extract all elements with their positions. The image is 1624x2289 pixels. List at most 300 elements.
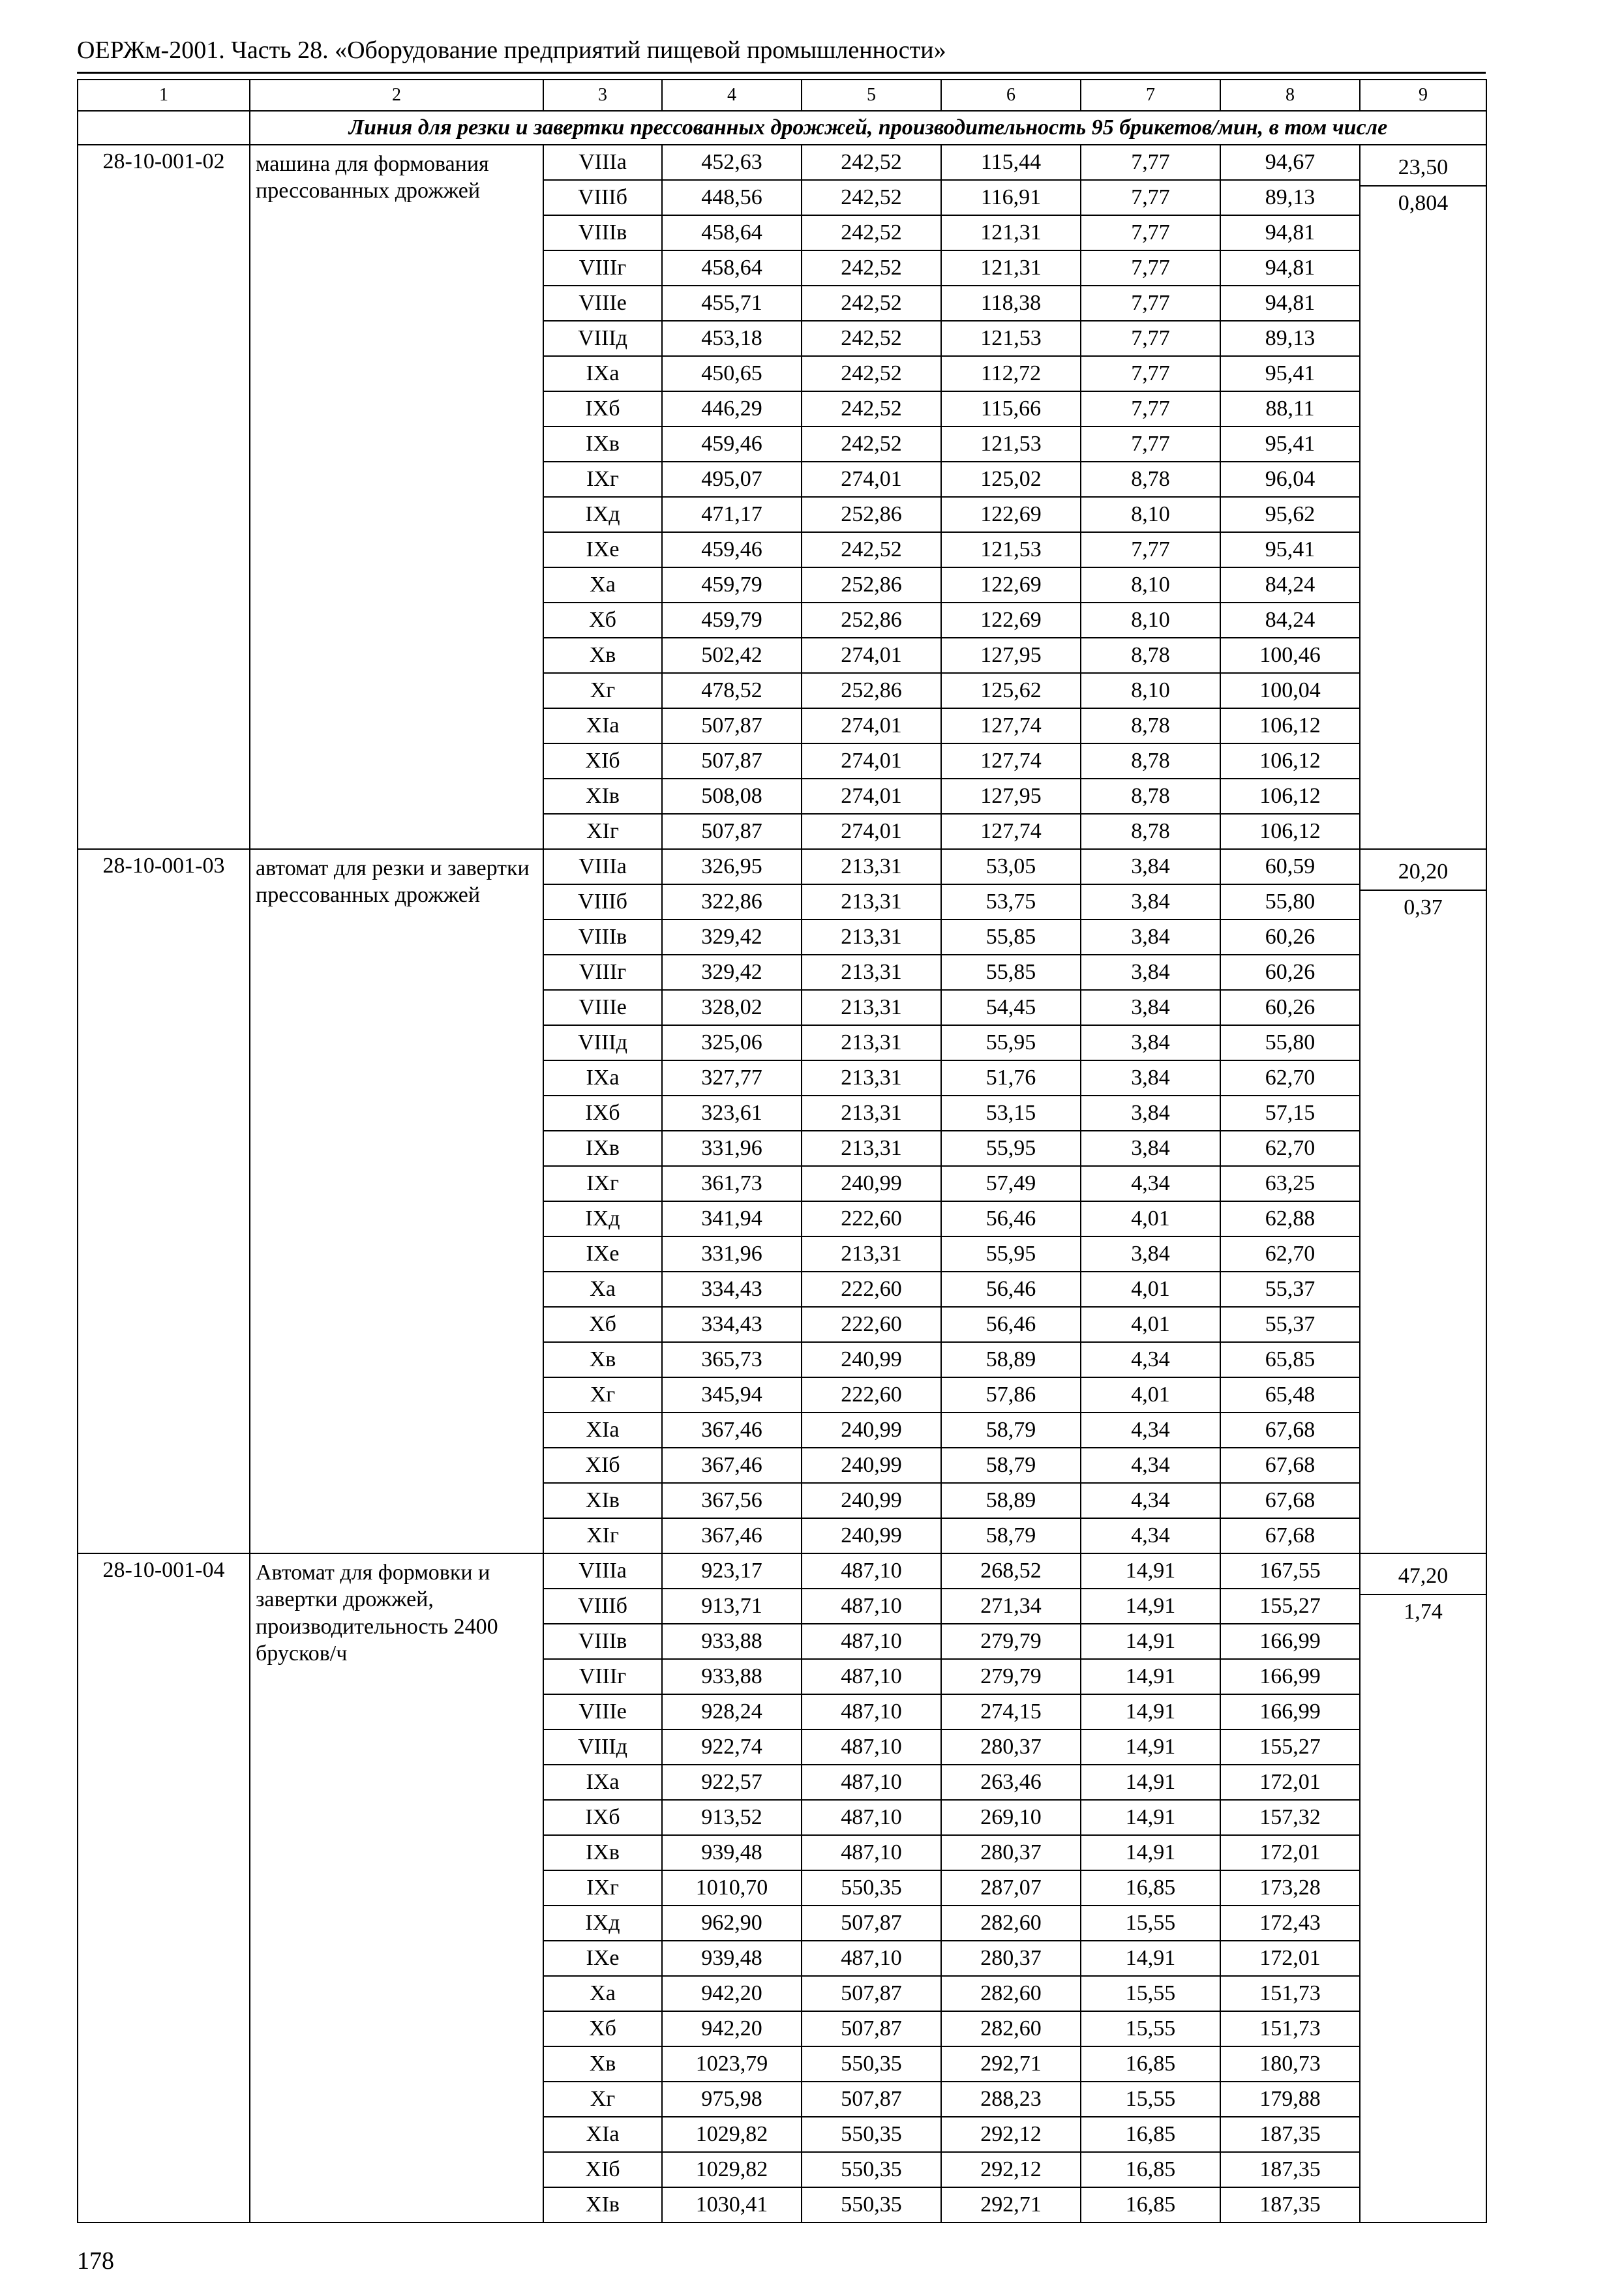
col-4-cell: 942,20 bbox=[662, 1976, 802, 2011]
col-6-cell: 115,44 bbox=[941, 145, 1081, 180]
col-4-cell: 939,48 bbox=[662, 1941, 802, 1976]
col-5-cell: 487,10 bbox=[802, 1941, 941, 1976]
col-7-cell: 4,34 bbox=[1081, 1448, 1220, 1483]
col-4-cell: 922,74 bbox=[662, 1729, 802, 1765]
zone-cell: IXв bbox=[543, 1131, 662, 1166]
col-8-cell: 55,37 bbox=[1220, 1307, 1360, 1342]
col-7-cell: 3,84 bbox=[1081, 1060, 1220, 1096]
col-6-cell: 127,95 bbox=[941, 638, 1081, 673]
zone-cell: VIIIе bbox=[543, 286, 662, 321]
col-4-cell: 323,61 bbox=[662, 1096, 802, 1131]
col-8-cell: 55,80 bbox=[1220, 1025, 1360, 1060]
col-4-cell: 495,07 bbox=[662, 462, 802, 497]
col-5-cell: 242,52 bbox=[802, 286, 941, 321]
col-5-cell: 222,60 bbox=[802, 1377, 941, 1413]
col-8-cell: 100,46 bbox=[1220, 638, 1360, 673]
col-8-cell: 60,26 bbox=[1220, 955, 1360, 990]
col-7-cell: 3,84 bbox=[1081, 920, 1220, 955]
col-5-cell: 487,10 bbox=[802, 1800, 941, 1835]
zone-cell: VIIIв bbox=[543, 920, 662, 955]
col-7-cell: 14,91 bbox=[1081, 1800, 1220, 1835]
col-6-cell: 274,15 bbox=[941, 1694, 1081, 1729]
zone-cell: IXд bbox=[543, 497, 662, 532]
col-8-cell: 187,35 bbox=[1220, 2187, 1360, 2222]
col-6-cell: 127,74 bbox=[941, 743, 1081, 779]
col-5-cell: 487,10 bbox=[802, 1659, 941, 1694]
col-6-cell: 54,45 bbox=[941, 990, 1081, 1025]
col-7-cell: 7,77 bbox=[1081, 321, 1220, 356]
col-5-cell: 550,35 bbox=[802, 2152, 941, 2187]
col-5-cell: 213,31 bbox=[802, 1025, 941, 1060]
col-6-cell: 292,12 bbox=[941, 2117, 1081, 2152]
col-7-cell: 7,77 bbox=[1081, 426, 1220, 462]
col-5-cell: 274,01 bbox=[802, 814, 941, 849]
col-6-cell: 292,71 bbox=[941, 2187, 1081, 2222]
item-code: 28-10-001-04 bbox=[78, 1553, 250, 2222]
col-7-cell: 3,84 bbox=[1081, 1131, 1220, 1166]
zone-cell: XIб bbox=[543, 1448, 662, 1483]
col-8-cell: 62,70 bbox=[1220, 1131, 1360, 1166]
col-5-cell: 213,31 bbox=[802, 849, 941, 884]
col-5-cell: 213,31 bbox=[802, 1236, 941, 1272]
col-8-cell: 67,68 bbox=[1220, 1448, 1360, 1483]
col-4-cell: 1029,82 bbox=[662, 2152, 802, 2187]
col-7-cell: 14,91 bbox=[1081, 1553, 1220, 1589]
col-9-cell bbox=[1360, 145, 1486, 849]
col-6-cell: 55,85 bbox=[941, 920, 1081, 955]
col-7-cell: 8,78 bbox=[1081, 708, 1220, 743]
col-4-cell: 322,86 bbox=[662, 884, 802, 920]
col-8-cell: 60,26 bbox=[1220, 990, 1360, 1025]
col-5-cell: 507,87 bbox=[802, 1976, 941, 2011]
col-4-cell: 962,90 bbox=[662, 1906, 802, 1941]
col-7-cell: 8,78 bbox=[1081, 743, 1220, 779]
col-7-cell: 8,10 bbox=[1081, 603, 1220, 638]
col-8-cell: 151,73 bbox=[1220, 2011, 1360, 2046]
col-6-cell: 263,46 bbox=[941, 1765, 1081, 1800]
table-body bbox=[78, 80, 1486, 2222]
col-4-cell: 367,46 bbox=[662, 1448, 802, 1483]
col-8-cell: 95,41 bbox=[1220, 426, 1360, 462]
col-4-cell: 459,79 bbox=[662, 567, 802, 603]
col-6-cell: 58,79 bbox=[941, 1448, 1081, 1483]
column-number: 7 bbox=[1081, 80, 1220, 111]
col-7-cell: 3,84 bbox=[1081, 1096, 1220, 1131]
col-6-cell: 53,75 bbox=[941, 884, 1081, 920]
col-8-cell: 95,41 bbox=[1220, 532, 1360, 567]
col-8-cell: 67,68 bbox=[1220, 1483, 1360, 1518]
col-5-cell: 507,87 bbox=[802, 2011, 941, 2046]
col-6-cell: 57,86 bbox=[941, 1377, 1081, 1413]
zone-cell: IXе bbox=[543, 1236, 662, 1272]
zone-cell: VIIIд bbox=[543, 1729, 662, 1765]
zone-cell: XIа bbox=[543, 1413, 662, 1448]
col-7-cell: 15,55 bbox=[1081, 1906, 1220, 1941]
zone-cell: IXд bbox=[543, 1906, 662, 1941]
col-4-cell: 329,42 bbox=[662, 955, 802, 990]
col-6-cell: 55,85 bbox=[941, 955, 1081, 990]
col-8-cell: 62,88 bbox=[1220, 1201, 1360, 1236]
col-4-cell: 458,64 bbox=[662, 215, 802, 250]
col-4-cell: 334,43 bbox=[662, 1272, 802, 1307]
col-8-cell: 179,88 bbox=[1220, 2082, 1360, 2117]
col-7-cell: 14,91 bbox=[1081, 1765, 1220, 1800]
zone-cell: Xв bbox=[543, 2046, 662, 2082]
zone-cell: IXе bbox=[543, 532, 662, 567]
col-4-cell: 1023,79 bbox=[662, 2046, 802, 2082]
col-6-cell: 282,60 bbox=[941, 1906, 1081, 1941]
col-4-cell: 345,94 bbox=[662, 1377, 802, 1413]
col-7-cell: 14,91 bbox=[1081, 1835, 1220, 1870]
zone-cell: XIг bbox=[543, 814, 662, 849]
col-5-cell: 252,86 bbox=[802, 603, 941, 638]
col-8-cell: 89,13 bbox=[1220, 180, 1360, 215]
col-8-cell: 55,37 bbox=[1220, 1272, 1360, 1307]
col-8-cell: 155,27 bbox=[1220, 1729, 1360, 1765]
col-8-cell: 155,27 bbox=[1220, 1589, 1360, 1624]
col-4-cell: 329,42 bbox=[662, 920, 802, 955]
col-7-cell: 14,91 bbox=[1081, 1659, 1220, 1694]
col-4-cell: 502,42 bbox=[662, 638, 802, 673]
item-name: машина для формования прессованных дрожжей bbox=[250, 145, 543, 849]
col-5-cell: 274,01 bbox=[802, 462, 941, 497]
column-number-row bbox=[78, 80, 1486, 111]
col-7-cell: 4,34 bbox=[1081, 1413, 1220, 1448]
col-8-cell: 94,81 bbox=[1220, 215, 1360, 250]
col-6-cell: 56,46 bbox=[941, 1272, 1081, 1307]
col-7-cell: 8,10 bbox=[1081, 673, 1220, 708]
zone-cell: VIIIб bbox=[543, 180, 662, 215]
col-4-cell: 331,96 bbox=[662, 1236, 802, 1272]
col-4-cell: 446,29 bbox=[662, 391, 802, 426]
col-5-cell: 550,35 bbox=[802, 1870, 941, 1906]
column-number: 2 bbox=[250, 80, 543, 111]
col-6-cell: 53,15 bbox=[941, 1096, 1081, 1131]
zone-cell: IXа bbox=[543, 356, 662, 391]
col-6-cell: 279,79 bbox=[941, 1659, 1081, 1694]
col-4-cell: 933,88 bbox=[662, 1624, 802, 1659]
col-5-cell: 242,52 bbox=[802, 145, 941, 180]
col-7-cell: 8,10 bbox=[1081, 567, 1220, 603]
col-5-cell: 213,31 bbox=[802, 1060, 941, 1096]
rates-table bbox=[77, 79, 1487, 2223]
col-7-cell: 15,55 bbox=[1081, 2011, 1220, 2046]
col-8-cell: 65,48 bbox=[1220, 1377, 1360, 1413]
col-8-cell: 94,81 bbox=[1220, 250, 1360, 286]
zone-cell: IXе bbox=[543, 1941, 662, 1976]
col-4-cell: 1010,70 bbox=[662, 1870, 802, 1906]
col-4-cell: 367,46 bbox=[662, 1518, 802, 1553]
col-4-cell: 455,71 bbox=[662, 286, 802, 321]
col-6-cell: 279,79 bbox=[941, 1624, 1081, 1659]
col-5-cell: 240,99 bbox=[802, 1342, 941, 1377]
col-6-cell: 58,79 bbox=[941, 1413, 1081, 1448]
col-6-cell: 56,46 bbox=[941, 1201, 1081, 1236]
zone-cell: Xа bbox=[543, 567, 662, 603]
col-4-cell: 367,46 bbox=[662, 1413, 802, 1448]
col-7-cell: 7,77 bbox=[1081, 180, 1220, 215]
col-5-cell: 487,10 bbox=[802, 1624, 941, 1659]
col-6-cell: 58,79 bbox=[941, 1518, 1081, 1553]
col-5-cell: 274,01 bbox=[802, 779, 941, 814]
col-7-cell: 3,84 bbox=[1081, 955, 1220, 990]
col-5-cell: 213,31 bbox=[802, 990, 941, 1025]
zone-cell: XIа bbox=[543, 2117, 662, 2152]
zone-cell: Xг bbox=[543, 2082, 662, 2117]
zone-cell: VIIIв bbox=[543, 1624, 662, 1659]
col-8-cell: 151,73 bbox=[1220, 1976, 1360, 2011]
col-4-cell: 361,73 bbox=[662, 1166, 802, 1201]
col-5-cell: 487,10 bbox=[802, 1553, 941, 1589]
col-8-cell: 106,12 bbox=[1220, 743, 1360, 779]
col-5-cell: 507,87 bbox=[802, 2082, 941, 2117]
col-8-cell: 67,68 bbox=[1220, 1518, 1360, 1553]
col-7-cell: 8,78 bbox=[1081, 462, 1220, 497]
col-4-cell: 922,57 bbox=[662, 1765, 802, 1800]
col-9-value-bottom: 1,74 bbox=[1404, 1599, 1443, 1624]
col-7-cell: 4,34 bbox=[1081, 1342, 1220, 1377]
col-4-cell: 327,77 bbox=[662, 1060, 802, 1096]
col-4-cell: 448,56 bbox=[662, 180, 802, 215]
col-4-cell: 365,73 bbox=[662, 1342, 802, 1377]
col-5-cell: 213,31 bbox=[802, 1096, 941, 1131]
col-4-cell: 1030,41 bbox=[662, 2187, 802, 2222]
col-7-cell: 3,84 bbox=[1081, 1025, 1220, 1060]
col-4-cell: 325,06 bbox=[662, 1025, 802, 1060]
col-4-cell: 933,88 bbox=[662, 1659, 802, 1694]
col-9-value-top: 20,20 bbox=[1360, 855, 1486, 891]
col-5-cell: 242,52 bbox=[802, 356, 941, 391]
zone-cell: IXа bbox=[543, 1765, 662, 1800]
zone-cell: XIа bbox=[543, 708, 662, 743]
col-6-cell: 112,72 bbox=[941, 356, 1081, 391]
col-8-cell: 187,35 bbox=[1220, 2152, 1360, 2187]
col-7-cell: 4,01 bbox=[1081, 1307, 1220, 1342]
col-7-cell: 8,78 bbox=[1081, 814, 1220, 849]
col-4-cell: 450,65 bbox=[662, 356, 802, 391]
col-6-cell: 57,49 bbox=[941, 1166, 1081, 1201]
col-8-cell: 95,62 bbox=[1220, 497, 1360, 532]
col-8-cell: 180,73 bbox=[1220, 2046, 1360, 2082]
col-6-cell: 121,53 bbox=[941, 532, 1081, 567]
col-5-cell: 274,01 bbox=[802, 743, 941, 779]
col-5-cell: 550,35 bbox=[802, 2046, 941, 2082]
col-6-cell: 287,07 bbox=[941, 1870, 1081, 1906]
col-6-cell: 282,60 bbox=[941, 1976, 1081, 2011]
col-6-cell: 58,89 bbox=[941, 1483, 1081, 1518]
col-7-cell: 14,91 bbox=[1081, 1624, 1220, 1659]
zone-cell: Xб bbox=[543, 1307, 662, 1342]
zone-cell: VIIIг bbox=[543, 1659, 662, 1694]
col-6-cell: 269,10 bbox=[941, 1800, 1081, 1835]
col-6-cell: 55,95 bbox=[941, 1025, 1081, 1060]
col-8-cell: 94,67 bbox=[1220, 145, 1360, 180]
zone-cell: XIв bbox=[543, 1483, 662, 1518]
col-5-cell: 242,52 bbox=[802, 321, 941, 356]
col-4-cell: 913,71 bbox=[662, 1589, 802, 1624]
col-5-cell: 242,52 bbox=[802, 391, 941, 426]
col-4-cell: 459,79 bbox=[662, 603, 802, 638]
col-5-cell: 550,35 bbox=[802, 2117, 941, 2152]
col-8-cell: 89,13 bbox=[1220, 321, 1360, 356]
col-4-cell: 913,52 bbox=[662, 1800, 802, 1835]
col-7-cell: 16,85 bbox=[1081, 2152, 1220, 2187]
col-4-cell: 326,95 bbox=[662, 849, 802, 884]
col-6-cell: 127,74 bbox=[941, 708, 1081, 743]
col-4-cell: 458,64 bbox=[662, 250, 802, 286]
column-number: 6 bbox=[941, 80, 1081, 111]
col-8-cell: 96,04 bbox=[1220, 462, 1360, 497]
col-8-cell: 94,81 bbox=[1220, 286, 1360, 321]
col-4-cell: 334,43 bbox=[662, 1307, 802, 1342]
col-5-cell: 487,10 bbox=[802, 1694, 941, 1729]
col-4-cell: 341,94 bbox=[662, 1201, 802, 1236]
col-6-cell: 127,74 bbox=[941, 814, 1081, 849]
col-8-cell: 100,04 bbox=[1220, 673, 1360, 708]
zone-cell: Xв bbox=[543, 638, 662, 673]
col-7-cell: 8,78 bbox=[1081, 779, 1220, 814]
col-6-cell: 121,31 bbox=[941, 215, 1081, 250]
col-7-cell: 7,77 bbox=[1081, 356, 1220, 391]
col-5-cell: 507,87 bbox=[802, 1906, 941, 1941]
col-6-cell: 280,37 bbox=[941, 1835, 1081, 1870]
col-6-cell: 58,89 bbox=[941, 1342, 1081, 1377]
col-4-cell: 508,08 bbox=[662, 779, 802, 814]
col-6-cell: 292,71 bbox=[941, 2046, 1081, 2082]
col-6-cell: 125,62 bbox=[941, 673, 1081, 708]
col-5-cell: 242,52 bbox=[802, 532, 941, 567]
col-8-cell: 106,12 bbox=[1220, 814, 1360, 849]
zone-cell: VIIIа bbox=[543, 849, 662, 884]
col-4-cell: 928,24 bbox=[662, 1694, 802, 1729]
col-6-cell: 55,95 bbox=[941, 1236, 1081, 1272]
zone-cell: IXв bbox=[543, 1835, 662, 1870]
col-7-cell: 16,85 bbox=[1081, 2187, 1220, 2222]
col-9-cell bbox=[1360, 1553, 1486, 2222]
col-8-cell: 67,68 bbox=[1220, 1413, 1360, 1448]
zone-cell: Xг bbox=[543, 673, 662, 708]
col-6-cell: 292,12 bbox=[941, 2152, 1081, 2187]
page-number: 178 bbox=[77, 2247, 114, 2275]
zone-cell: IXг bbox=[543, 1166, 662, 1201]
zone-cell: VIIIа bbox=[543, 1553, 662, 1589]
col-7-cell: 16,85 bbox=[1081, 1870, 1220, 1906]
col-8-cell: 166,99 bbox=[1220, 1659, 1360, 1694]
col-4-cell: 331,96 bbox=[662, 1131, 802, 1166]
col-8-cell: 173,28 bbox=[1220, 1870, 1360, 1906]
col-7-cell: 3,84 bbox=[1081, 990, 1220, 1025]
col-6-cell: 280,37 bbox=[941, 1729, 1081, 1765]
col-8-cell: 172,01 bbox=[1220, 1765, 1360, 1800]
col-8-cell: 187,35 bbox=[1220, 2117, 1360, 2152]
col-6-cell: 51,76 bbox=[941, 1060, 1081, 1096]
col-8-cell: 62,70 bbox=[1220, 1236, 1360, 1272]
col-5-cell: 222,60 bbox=[802, 1201, 941, 1236]
col-7-cell: 7,77 bbox=[1081, 391, 1220, 426]
col-9-cell bbox=[1360, 849, 1486, 1553]
zone-cell: VIIIг bbox=[543, 955, 662, 990]
col-7-cell: 7,77 bbox=[1081, 532, 1220, 567]
col-5-cell: 213,31 bbox=[802, 920, 941, 955]
table-row bbox=[78, 1553, 1486, 1589]
col-6-cell: 56,46 bbox=[941, 1307, 1081, 1342]
zone-cell: XIб bbox=[543, 2152, 662, 2187]
col-6-cell: 122,69 bbox=[941, 603, 1081, 638]
zone-cell: IXг bbox=[543, 462, 662, 497]
col-4-cell: 942,20 bbox=[662, 2011, 802, 2046]
col-4-cell: 939,48 bbox=[662, 1835, 802, 1870]
col-7-cell: 8,10 bbox=[1081, 497, 1220, 532]
col-5-cell: 487,10 bbox=[802, 1765, 941, 1800]
col-8-cell: 55,80 bbox=[1220, 884, 1360, 920]
zone-cell: XIб bbox=[543, 743, 662, 779]
zone-cell: Xг bbox=[543, 1377, 662, 1413]
col-8-cell: 166,99 bbox=[1220, 1624, 1360, 1659]
col-4-cell: 507,87 bbox=[662, 814, 802, 849]
col-8-cell: 62,70 bbox=[1220, 1060, 1360, 1096]
zone-cell: Xв bbox=[543, 1342, 662, 1377]
zone-cell: VIIIд bbox=[543, 1025, 662, 1060]
col-6-cell: 271,34 bbox=[941, 1589, 1081, 1624]
col-7-cell: 16,85 bbox=[1081, 2046, 1220, 2082]
zone-cell: XIв bbox=[543, 2187, 662, 2222]
col-8-cell: 57,15 bbox=[1220, 1096, 1360, 1131]
col-8-cell: 172,43 bbox=[1220, 1906, 1360, 1941]
zone-cell: IXа bbox=[543, 1060, 662, 1096]
col-5-cell: 240,99 bbox=[802, 1448, 941, 1483]
col-7-cell: 3,84 bbox=[1081, 1236, 1220, 1272]
col-6-cell: 121,53 bbox=[941, 426, 1081, 462]
zone-cell: VIIIг bbox=[543, 250, 662, 286]
col-6-cell: 127,95 bbox=[941, 779, 1081, 814]
section-spacer bbox=[78, 111, 250, 145]
col-4-cell: 471,17 bbox=[662, 497, 802, 532]
col-5-cell: 240,99 bbox=[802, 1483, 941, 1518]
col-7-cell: 4,01 bbox=[1081, 1272, 1220, 1307]
col-5-cell: 213,31 bbox=[802, 884, 941, 920]
section-row bbox=[78, 111, 1486, 145]
item-code: 28-10-001-02 bbox=[78, 145, 250, 849]
section-title: Линия для резки и завертки прессованных дрожжей, производительность 95 брикетов/мин, в том числе bbox=[250, 111, 1486, 145]
column-number: 5 bbox=[802, 80, 941, 111]
col-8-cell: 84,24 bbox=[1220, 567, 1360, 603]
item-name: автомат для резки и завертки прессованных дрожжей bbox=[250, 849, 543, 1553]
zone-cell: VIIIе bbox=[543, 990, 662, 1025]
col-6-cell: 282,60 bbox=[941, 2011, 1081, 2046]
col-8-cell: 95,41 bbox=[1220, 356, 1360, 391]
col-8-cell: 172,01 bbox=[1220, 1941, 1360, 1976]
col-5-cell: 252,86 bbox=[802, 673, 941, 708]
col-7-cell: 7,77 bbox=[1081, 145, 1220, 180]
column-number: 4 bbox=[662, 80, 802, 111]
table-row bbox=[78, 849, 1486, 884]
column-number: 8 bbox=[1220, 80, 1360, 111]
col-9-value-top: 47,20 bbox=[1360, 1559, 1486, 1595]
col-9-value-top: 23,50 bbox=[1360, 151, 1486, 187]
col-6-cell: 268,52 bbox=[941, 1553, 1081, 1589]
col-5-cell: 242,52 bbox=[802, 215, 941, 250]
col-7-cell: 15,55 bbox=[1081, 1976, 1220, 2011]
column-number: 9 bbox=[1360, 80, 1486, 111]
col-4-cell: 453,18 bbox=[662, 321, 802, 356]
col-6-cell: 125,02 bbox=[941, 462, 1081, 497]
col-7-cell: 4,34 bbox=[1081, 1483, 1220, 1518]
col-7-cell: 7,77 bbox=[1081, 286, 1220, 321]
col-6-cell: 280,37 bbox=[941, 1941, 1081, 1976]
col-7-cell: 15,55 bbox=[1081, 2082, 1220, 2117]
col-8-cell: 157,32 bbox=[1220, 1800, 1360, 1835]
column-number: 1 bbox=[78, 80, 250, 111]
